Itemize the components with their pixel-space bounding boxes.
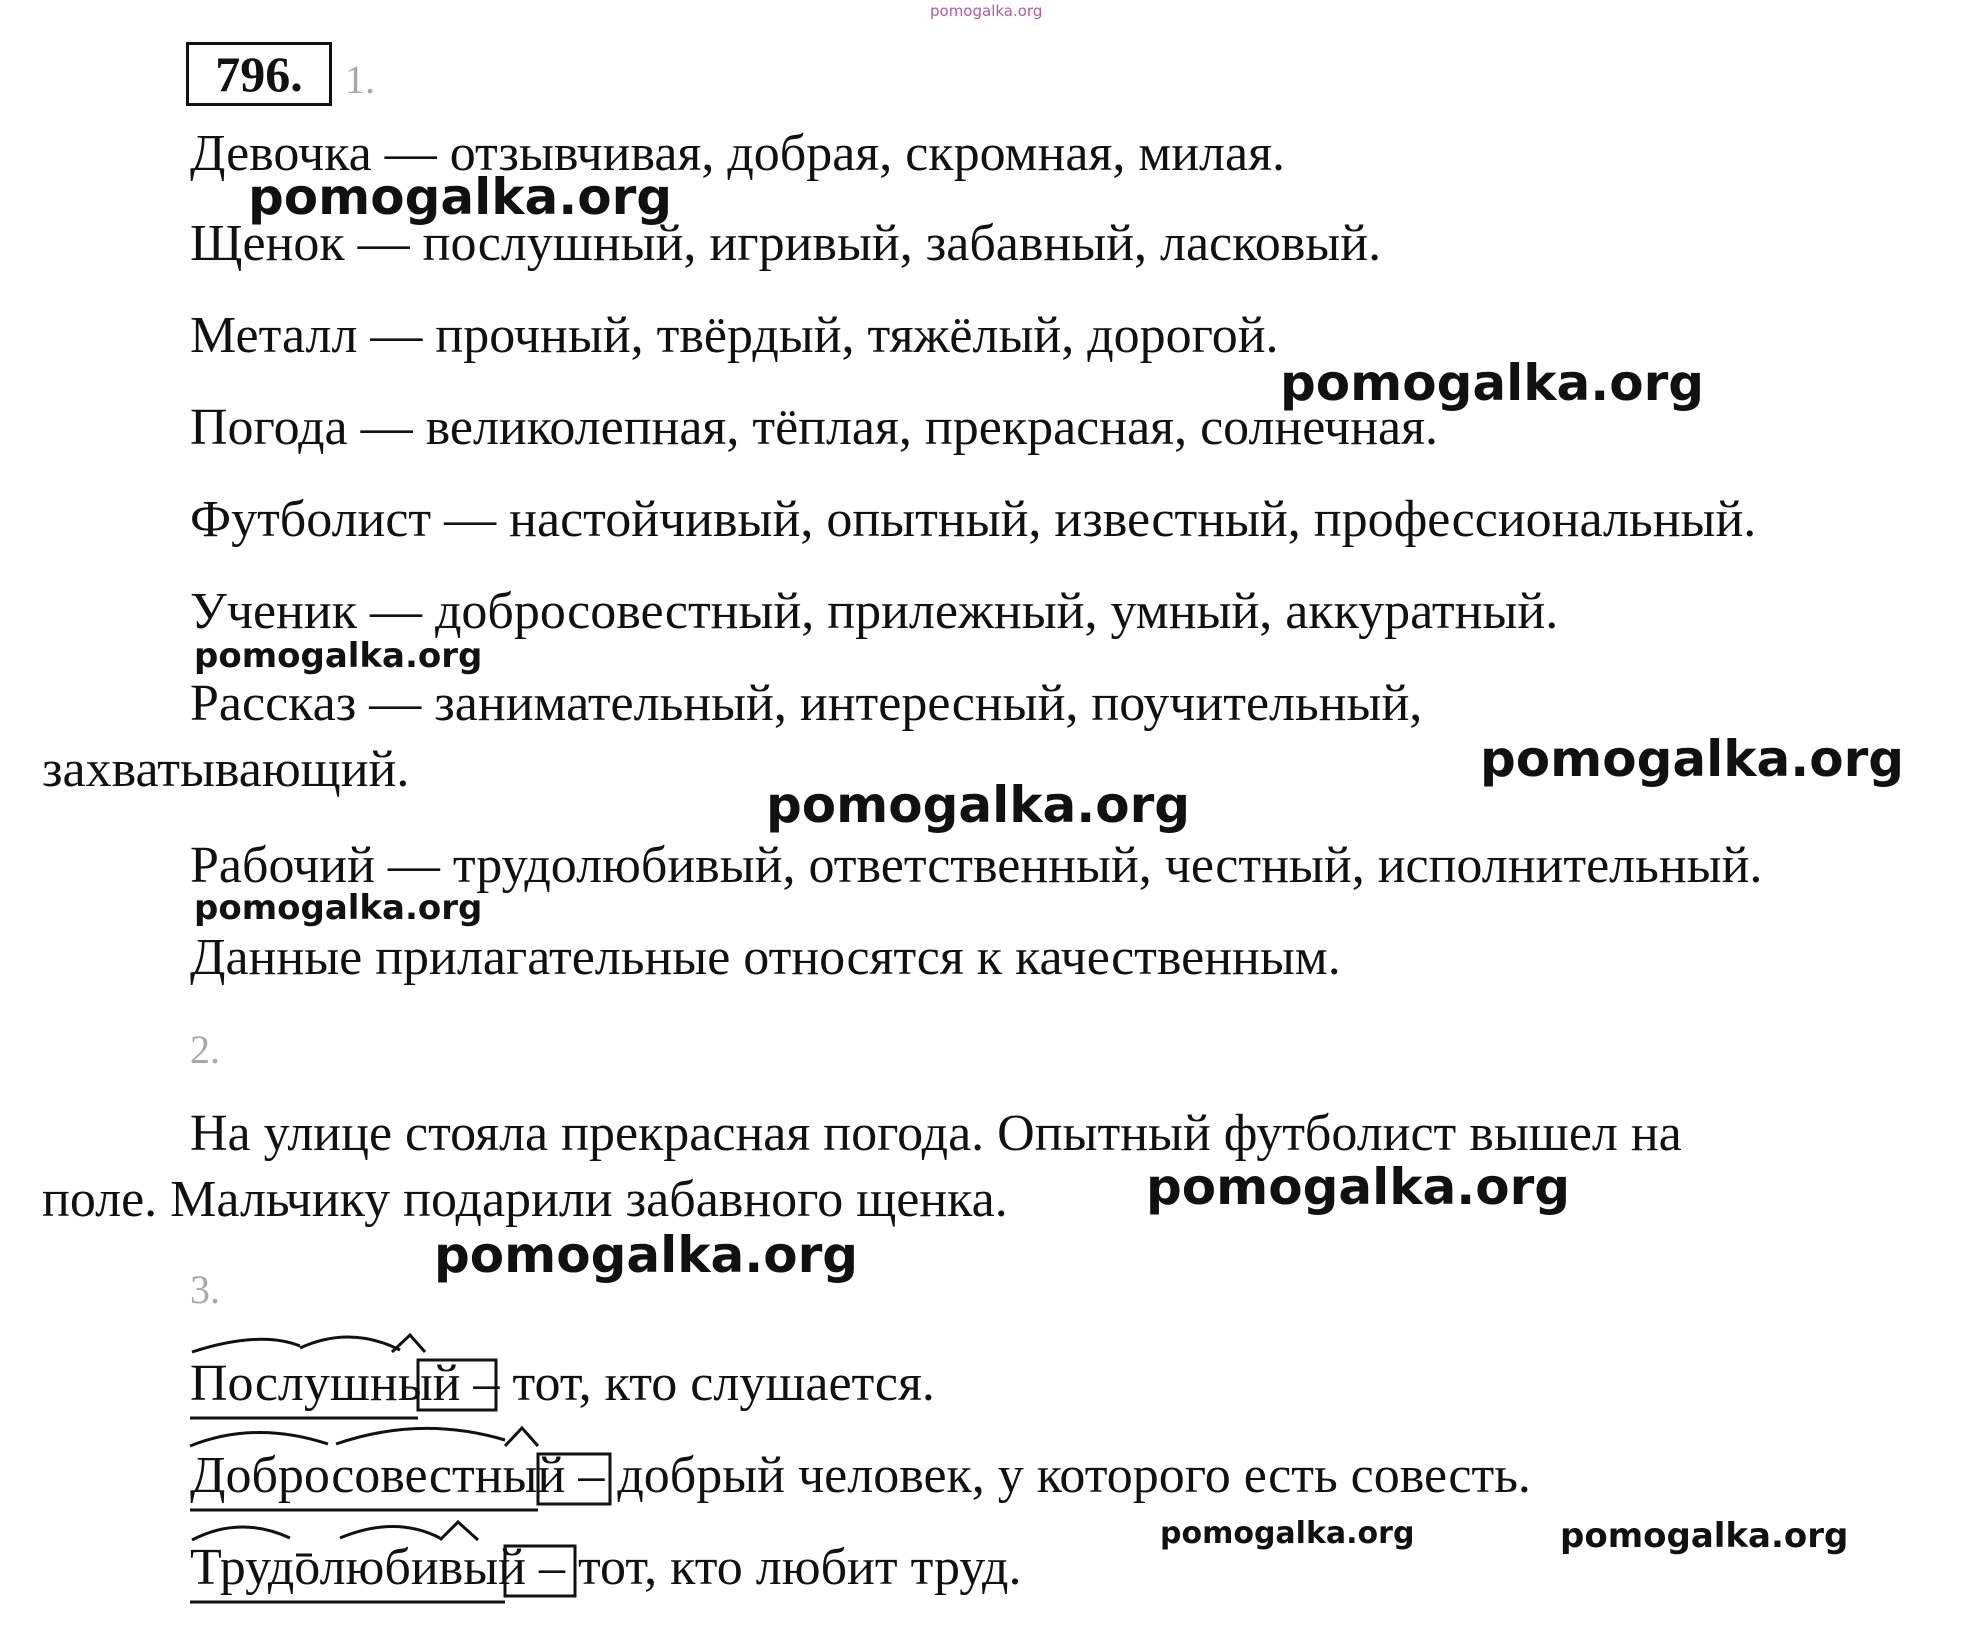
part1-line-4: Погода — великолепная, тёплая, прекрасная, солнечная. (190, 399, 1439, 456)
root-arc-2a (190, 1432, 328, 1446)
watermark-4: pomogalka.org (1480, 730, 1905, 788)
part1-line-9: Рабочий — трудолюбивый, ответственный, честный, исполнительный. (190, 837, 1763, 894)
root-arc-2b (336, 1428, 505, 1444)
watermark-5: pomogalka.org (766, 776, 1191, 834)
word-item-2 (190, 1446, 1531, 1506)
watermark-7: pomogalka.org (1146, 1158, 1571, 1216)
word-item-3 (190, 1538, 1021, 1598)
word-dobrosovestny: Добросовестный (190, 1447, 566, 1504)
part1-line-8: захватывающий. (42, 741, 410, 798)
word-trudolyubivy: Трудолюбивый (190, 1539, 526, 1596)
root-arc-1 (300, 1337, 400, 1350)
suffix-mark-1 (392, 1335, 425, 1352)
word-item-1 (190, 1354, 935, 1414)
site-watermark-top: pomogalka.org (930, 2, 1043, 20)
exercise-number: 796. (186, 42, 332, 106)
part2-label: 2. (190, 1027, 220, 1072)
watermark-3: pomogalka.org (194, 636, 483, 676)
part1-line-2: Щенок — послушный, игривый, забавный, ласковый. (190, 215, 1382, 272)
word-poslushny: Послушный (190, 1355, 461, 1412)
watermark-6: pomogalka.org (194, 888, 483, 928)
prefix-mark-1 (192, 1339, 300, 1352)
watermark-9: pomogalka.org (1160, 1516, 1415, 1551)
definition-3: – тот, кто любит труд. (539, 1539, 1022, 1596)
part2-line-2: поле. Мальчику подарили забавного щенка. (42, 1171, 1008, 1228)
part1-line-1: Девочка — отзывчивая, добрая, скромная, милая. (190, 125, 1285, 182)
part3-label: 3. (190, 1267, 220, 1312)
part1-label: 1. (345, 57, 375, 102)
part1-line-6: Ученик — добросовестный, прилежный, умный, аккуратный. (190, 583, 1559, 640)
part1-line-7: Рассказ — занимательный, интересный, поучительный, (190, 675, 1423, 732)
part1-line-5: Футболист — настойчивый, опытный, известный, профессиональный. (190, 491, 1757, 548)
watermark-8: pomogalka.org (434, 1226, 859, 1284)
definition-1: – тот, кто слушается. (473, 1355, 935, 1412)
watermark-2: pomogalka.org (1280, 354, 1705, 412)
part2-line-1: На улице стояла прекрасная погода. Опытный футболист вышел на (190, 1105, 1682, 1162)
definition-2: – добрый человек, у которого есть совесть. (578, 1447, 1531, 1504)
suffix-mark-2 (505, 1428, 538, 1446)
part1-line-3: Металл — прочный, твёрдый, тяжёлый, дорогой. (190, 307, 1279, 364)
part1-line-10: Данные прилагательные относятся к качественным. (190, 929, 1341, 986)
watermark-1: pomogalka.org (248, 168, 673, 226)
root-arc-3b (340, 1527, 440, 1539)
watermark-10: pomogalka.org (1560, 1516, 1849, 1556)
